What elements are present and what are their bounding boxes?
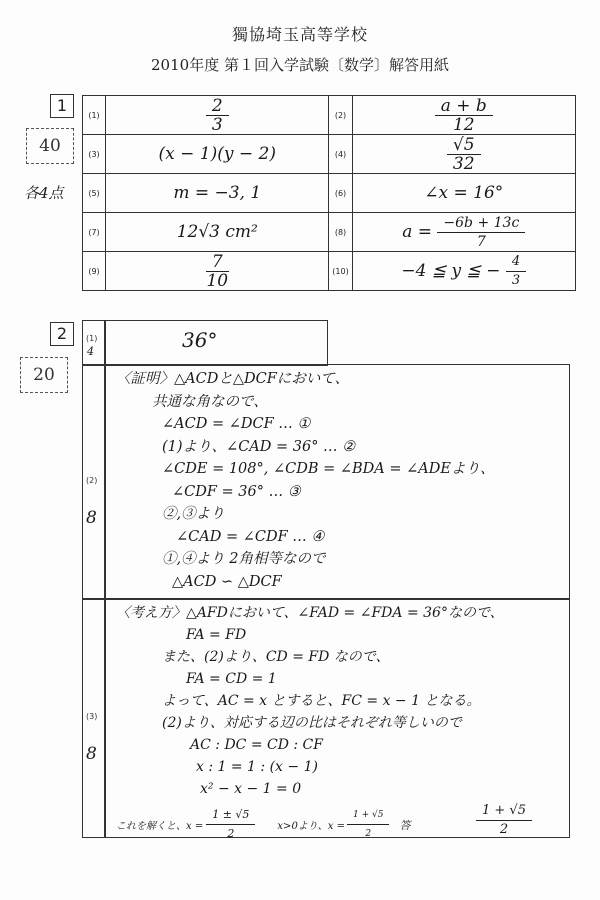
answer-7: 12√3 cm² xyxy=(106,213,329,252)
answer-prefix: a = xyxy=(402,221,432,242)
numerator: 7 xyxy=(206,253,229,272)
numerator: 1 + √5 xyxy=(476,802,532,821)
numerator: a + b xyxy=(435,97,493,116)
solution-text: これを解くと、x = xyxy=(116,821,204,832)
denominator: 10 xyxy=(206,270,229,291)
answer-2 xyxy=(352,96,575,135)
reasoning-line: 〈考え方〉△AFDにおいて、∠FAD = ∠FDA = 36°なので、 xyxy=(116,605,504,621)
reasoning-line: FA = FD xyxy=(186,627,247,643)
divider xyxy=(104,598,106,838)
proof-line: ∠CDE = 108°, ∠CDB = ∠BDA = ∠ADEより、 xyxy=(162,461,495,477)
q2-part2-points: 8 xyxy=(86,508,97,528)
solution-line xyxy=(116,806,410,843)
exam-title: 2010年度 第１回入学試験〔数学〕解答用紙 xyxy=(151,56,449,74)
denominator: 7 xyxy=(476,233,486,250)
reasoning-line: x² − x − 1 = 0 xyxy=(200,781,302,797)
proof-line: ∠ACD = ∠DCF … ① xyxy=(162,416,311,432)
proof-line: △ACD ∽ △DCF xyxy=(172,573,282,590)
denominator: 3 xyxy=(211,114,223,135)
proof-line: (1)より、∠CAD = 36° … ② xyxy=(162,438,356,455)
question-1-answer-table xyxy=(82,95,576,291)
item-label: (5) xyxy=(83,174,106,213)
numerator: √5 xyxy=(447,136,481,155)
answer-6: ∠x = 16° xyxy=(352,174,575,213)
q2-part3-reasoning xyxy=(116,602,504,800)
item-label: (3) xyxy=(83,135,106,174)
q2-part1-points: 4 xyxy=(87,345,94,358)
condition-text: x>0より、x = xyxy=(277,821,345,832)
proof-line: 共通な角なので、 xyxy=(152,393,268,410)
q2-part1-answer: 36° xyxy=(182,328,218,352)
item-label: (9) xyxy=(83,252,106,291)
answer-3: (x − 1)(y − 2) xyxy=(106,135,329,174)
divider xyxy=(104,320,106,366)
proof-line: ∠CAD = ∠CDF … ④ xyxy=(176,528,325,545)
points-note: 各4点 xyxy=(24,184,64,202)
item-label: (6) xyxy=(329,174,352,213)
proof-line: 〈証明〉△ACDと△DCFにおいて、 xyxy=(116,371,349,387)
answer-8 xyxy=(352,213,575,252)
denominator: 2 xyxy=(227,827,235,840)
item-label: (10) xyxy=(329,252,352,291)
reasoning-line: また、(2)より、CD = FD なので、 xyxy=(162,649,390,665)
item-label: (7) xyxy=(83,213,106,252)
reasoning-line: よって、AC = x とすると、FC = x − 1 となる。 xyxy=(162,693,481,709)
proof-line: ∠CDF = 36° … ③ xyxy=(172,483,301,500)
answer-1 xyxy=(106,96,329,135)
reasoning-line: x : 1 = 1 : (x − 1) xyxy=(196,759,318,775)
divider xyxy=(104,364,106,600)
proof-line: ①,④より 2角相等なので xyxy=(162,551,326,567)
item-label: (4) xyxy=(329,135,352,174)
numerator: 4 xyxy=(506,253,526,272)
reasoning-line: FA = CD = 1 xyxy=(186,671,277,687)
numerator: 1 ± √5 xyxy=(206,806,255,825)
numerator: 1 + √5 xyxy=(347,806,389,825)
school-name: 獨協埼玉高等学校 xyxy=(231,25,368,44)
denominator: 32 xyxy=(452,153,475,174)
answer-5: m = −3, 1 xyxy=(106,174,329,213)
numerator: 2 xyxy=(206,97,229,116)
q2-part3-label: (3) xyxy=(86,712,98,721)
question-1-number: 1 xyxy=(50,94,74,118)
item-label: (1) xyxy=(83,96,106,135)
numerator: −6b + 13c xyxy=(437,214,525,233)
q2-part2-label: (2) xyxy=(86,476,98,485)
reasoning-line: AC : DC = CD : CF xyxy=(190,737,323,753)
answer-9 xyxy=(106,252,329,291)
item-label: (8) xyxy=(329,213,352,252)
q2-part3-points: 8 xyxy=(86,744,97,764)
proof-line: ②,③より xyxy=(162,506,225,522)
q2-part3-final-answer xyxy=(476,802,532,839)
answer-range: −4 ≦ y ≦ − xyxy=(401,260,501,281)
q2-part1-label: (1) xyxy=(86,334,98,343)
q2-part2-proof xyxy=(116,368,494,593)
question-2-score: 20 xyxy=(20,357,68,393)
denominator: 3 xyxy=(511,272,521,288)
question-2-number: 2 xyxy=(50,322,74,346)
denominator: 12 xyxy=(452,114,475,135)
answer-4 xyxy=(352,135,575,174)
answer-mark: 答 xyxy=(399,818,411,832)
denominator: 2 xyxy=(365,829,372,839)
answer-10 xyxy=(352,252,575,291)
question-1-score: 40 xyxy=(26,128,74,164)
reasoning-line: (2)より、対応する辺の比はそれぞれ等しいので xyxy=(162,715,462,731)
item-label: (2) xyxy=(329,96,352,135)
denominator: 2 xyxy=(499,822,509,837)
